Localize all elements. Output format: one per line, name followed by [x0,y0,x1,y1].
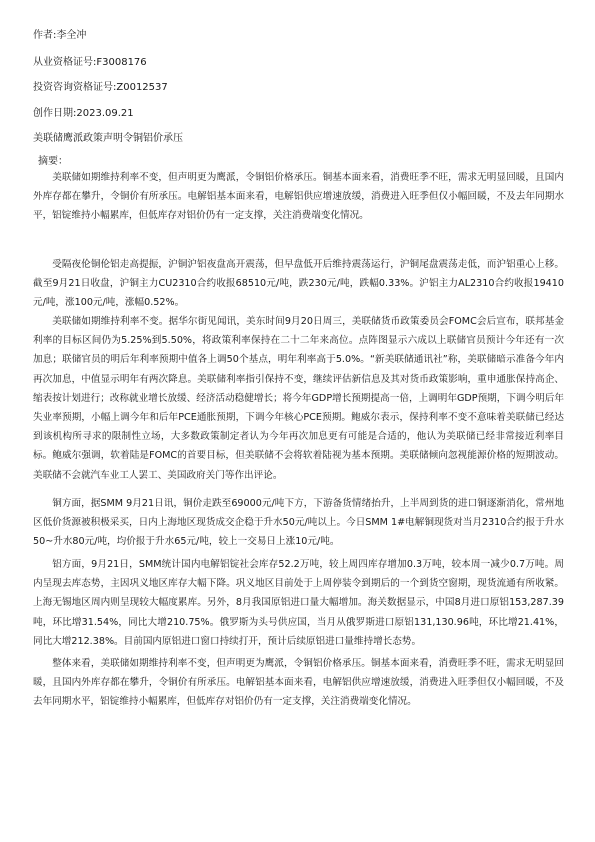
aluminium-paragraph: 铝方面，9月21日，SMM统计国内电解铝锭社会库存52.2万吨，较上周四库存增加0.3万吨，较本周一减少0.7万吨。周内呈现去库态势，主因巩义地区库存大幅下降。巩义地区目前处于上周停装令到期后的一个到货空窗期，现货流通有所收紧。上海无锡地区周内则呈现较大幅度累库。另外，8月我国原铝进口量大幅增加。海关数据显示，中国8月进口原铝153,287.39吨，环比增31.54%，同比大增210.75%。俄罗斯为头号供应国，当月从俄罗斯进口原铝131,130.96吨，环比增21.41%，同比大增212.38%。目前国内原铝进口窗口持续打开，预计后续原铝进口量维持增长态势。 [33,559,564,647]
author-line: 作者:李全冲 [33,30,87,41]
copper-paragraph: 铜方面，据SMM 9月21日讯，铜价走跌至69000元/吨下方，下游备货情绪抬升，上半周到货的进口铜逐渐消化，常州地区低价货源被积极采买，日内上海地区现货成交企稳于升水50元/吨以上。今日SMM 1#电解铜现货对当月2310合约报于升水50~升水80元/吨，均价报于升水65元/吨，较上一交易日上涨10元/吨。 [33,498,564,548]
creation-date-line: 创作日期:2023.09.21 [33,108,134,119]
fed-policy-paragraph: 美联储如期维持利率不变。据华尔街见闻讯，美东时间9月20日周三，美联储货币政策委员会FOMC会后宣布，联邦基金利率的目标区间仍为5.25%到5.50%，将政策利率保持在二十二年来高位。点阵图显示六成以上联储官员预计今年还有一次加息；联储官员的明后年利率预期中值各上调50个基点，明年利率高于5.0%。“新美联储通讯社”称，美联储暗示准备今年内再次加息，中值显示明年有两次降息。美联储利率指引保持不变，继续评估新信息及其对货币政策影响，重申通胀保持高企、缩表按计划进行；改称就业增长放缓、经济活动稳健增长；将今年GDP增长预期提高一倍，上调明年GDP预期，下调今明后年失业率预期，小幅上调今年和后年PCE通胀预期，下调今年核心PCE预期。鲍威尔表示，保持利率不变不意味着美联储已经达到该机构所寻求的限制性立场，大多数政策制定者认为今年再次加息更有可能是合适的，他认为美联储已经非常接近利率目标。鲍威尔强调，软着陆是FOMC的首要目标，但美联储不会将软着陆视为基本预期。美联储倾向忽视能源价格的短期波动。美联储不会就汽车业工人罢工、美国政府关门等作出评论。 [33,316,564,481]
abstract-paragraph: 美联储如期维持利率不变，但声明更为鹰派，令铜铝价格承压。铜基本面来看，消费旺季不旺，需求无明显回暖，且国内外库存都在攀升，令铜价有所承压。电解铝基本面来看，电解铝供应增速放缓，消费进入旺季但仅小幅回暖，不及去年同期水平，铝锭维持小幅累库，但低库存对铝价仍有一定支撑，关注消费端变化情况。 [33,172,564,222]
abstract-label: 摘要： [38,156,68,167]
document-title: 美联储鹰派政策声明令铜铝价承压 [33,133,183,144]
market-summary-paragraph: 受隔夜伦铜伦铝走高提振，沪铜沪铝夜盘高开震荡，但早盘低开后维持震荡运行，沪铜尾盘震荡走低，而沪铝重心上移。截至9月21日收盘，沪铜主力CU2310合约收报68510元/吨，跌230元/吨，跌幅0.33%。沪铝主力AL2310合约收报19410元/吨，涨100元/吨，涨幅0.52%。 [33,259,564,309]
conclusion-paragraph: 整体来看，美联储如期维持利率不变，但声明更为鹰派，令铜铝价格承压。铜基本面来看，消费旺季不旺，需求无明显回暖，且国内外库存都在攀升，令铜价有所承压。电解铝基本面来看，电解铝供应增速放缓，消费进入旺季但仅小幅回暖，不及去年同期水平，铝锭维持小幅累库，但低库存对铝价仍有一定支撑，关注消费端变化情况。 [33,658,564,708]
qualification-number-line: 从业资格证号:F3008176 [33,57,147,68]
advisory-number-line: 投资咨询资格证号:Z0012537 [33,82,168,93]
